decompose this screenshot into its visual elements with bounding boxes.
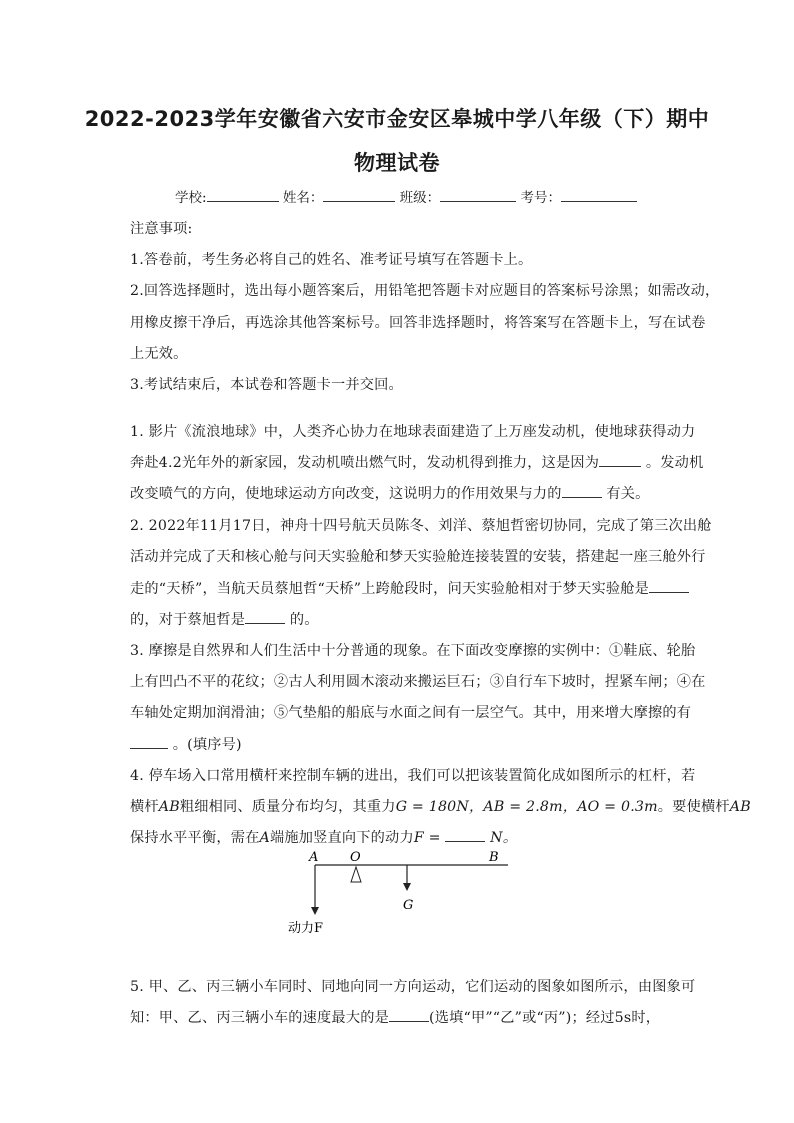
q1-text-3b: 有关。 bbox=[606, 486, 650, 502]
q1-text-2b: 。发动机 bbox=[645, 455, 704, 471]
class-blank[interactable] bbox=[440, 187, 516, 202]
q4-var-ab: AB bbox=[158, 799, 180, 815]
name-label: 姓名： bbox=[282, 190, 324, 206]
q4-var-a: A bbox=[259, 830, 270, 846]
page-title: 2022-2023学年安徽省六安市金安区皋城中学八年级（下）期中 bbox=[84, 107, 710, 131]
fulcrum-icon bbox=[351, 867, 361, 882]
q2-line-1: 2. 2022年11月17日，神舟十四号航天员陈冬、刘洋、蔡旭哲密切协同，完成了第三次出舱 bbox=[130, 518, 712, 534]
q5-text-2a: 知：甲、乙、丙三辆小车的速度最大的是 bbox=[130, 1010, 389, 1026]
q3-line-1: 3. 摩擦是自然界和人们生活中十分普通的现象。在下面改变摩擦的实例中：①鞋底、轮胎 bbox=[130, 643, 696, 659]
q1-line-2 bbox=[130, 452, 703, 472]
label-force-f: 动力F bbox=[288, 921, 324, 936]
q1-line-3 bbox=[130, 483, 650, 503]
q4-text-2a: 横杆 bbox=[130, 799, 159, 815]
class-label: 班级： bbox=[399, 190, 441, 206]
q2-text-4b: 的。 bbox=[289, 612, 319, 628]
school-blank[interactable] bbox=[207, 187, 279, 202]
exam-no-blank[interactable] bbox=[561, 187, 637, 202]
q3-line-3: 车轴处定期加润滑油；⑤气垫船的船底与水面之间有一层空气。其中，用来增大摩擦的有 bbox=[130, 705, 692, 721]
label-g: G bbox=[403, 898, 414, 913]
notice-item-1: 1.答卷前，考生务必将自己的姓名、准考证号填写在答题卡上。 bbox=[130, 252, 533, 268]
notice-item-2: 2.回答选择题时，选出每小题答案后，用铅笔把答题卡对应题目的答案标号涂黑；如需改动， bbox=[130, 283, 720, 299]
q5-line-1: 5. 甲、乙、丙三辆小车同时、同地向同一方向运动，它们运动的图象如图所示，由图象可 bbox=[130, 979, 696, 995]
q4-blank[interactable] bbox=[445, 827, 485, 842]
force-f-arrow-head-icon bbox=[311, 907, 319, 915]
q2-blank-2[interactable] bbox=[245, 609, 285, 624]
q1-line-1: 1. 影片《流浪地球》中，人类齐心协力在地球表面建造了上万座发动机，使地球获得动力 bbox=[130, 424, 696, 440]
q4-text-2b: 粗细相同、质量分布均匀，其重力 bbox=[179, 799, 396, 815]
q4-line-2 bbox=[130, 796, 751, 816]
lever-figure bbox=[280, 845, 520, 940]
q4-line-1: 4. 停车场入口常用横杆来控制车辆的进出，我们可以把该装置简化成如图所示的杠杆，若 bbox=[130, 768, 696, 784]
q4-text-3a: 保持水平平衡，需在 bbox=[130, 830, 260, 846]
q4-equation: G = 180N，AB = 2.8m，AO = 0.3m bbox=[395, 799, 658, 815]
q3-line-2: 上有凹凸不平的花纹；②古人利用圆木滚动来搬运巨石；③自行车下坡时，捏紧车闸；④在 bbox=[130, 674, 706, 690]
q1-blank-1[interactable] bbox=[599, 452, 641, 467]
page-subtitle: 物理试卷 bbox=[354, 151, 440, 175]
q2-text-4a: 的，对于蔡旭哲是 bbox=[130, 612, 246, 628]
label-a: A bbox=[309, 850, 319, 865]
q5-blank[interactable] bbox=[389, 1007, 429, 1022]
q3-line-4 bbox=[130, 734, 242, 754]
q4-text-3b: 端施加竖直向下的动力 bbox=[269, 830, 414, 846]
label-b: B bbox=[489, 850, 499, 865]
q5-text-2b: (选填“甲”“乙”或“丙”)；经过5s时， bbox=[428, 1010, 661, 1026]
q1-text-3a: 改变喷气的方向，使地球运动方向改变，这说明力的作用效果与力的 bbox=[130, 486, 562, 502]
q4-unit: N。 bbox=[490, 830, 518, 846]
q2-blank-1[interactable] bbox=[649, 578, 689, 593]
q5-line-2 bbox=[130, 1007, 660, 1027]
school-label: 学校: bbox=[175, 190, 207, 206]
q1-blank-2[interactable] bbox=[562, 483, 602, 498]
q2-text-3a: 走的“天桥”，当航天员蔡旭哲“天桥”上跨舱段时，问天实验舱相对于梦天实验舱是 bbox=[130, 581, 649, 597]
exam-no-label: 考号： bbox=[520, 190, 561, 206]
notice-item-2-end: 上无效。 bbox=[130, 346, 188, 362]
q4-var-ab-2: AB bbox=[729, 799, 751, 815]
notice-item-2-cont: 用橡皮擦干净后，再选涂其他答案标号。回答非选择题时，将答案写在答题卡上，写在试卷 bbox=[130, 315, 706, 331]
q2-line-4 bbox=[130, 609, 319, 629]
name-blank[interactable] bbox=[323, 187, 395, 202]
q3-text-4b: 。(填序号) bbox=[172, 737, 242, 753]
q2-line-3 bbox=[130, 578, 689, 598]
q4-text-2c: 。要使横杆 bbox=[657, 799, 730, 815]
label-o: O bbox=[350, 850, 361, 865]
q2-line-2: 活动并完成了天和核心舱与问天实验舱和梦天实验舱连接装置的安装，搭建起一座三舱外行 bbox=[130, 549, 706, 565]
gravity-arrow-head-icon bbox=[403, 883, 411, 891]
q4-force-eq: F = bbox=[413, 830, 446, 846]
q1-text-2a: 奔赴4.2光年外的新家园，发动机喷出燃气时，发动机得到推力，这是因为 bbox=[130, 455, 600, 471]
notice-heading: 注意事项: bbox=[130, 221, 193, 237]
info-fields bbox=[175, 186, 637, 206]
q4-line-3 bbox=[130, 827, 517, 847]
notice-item-3: 3.考试结束后，本试卷和答题卡一并交回。 bbox=[130, 377, 403, 393]
q3-blank[interactable] bbox=[130, 734, 168, 749]
